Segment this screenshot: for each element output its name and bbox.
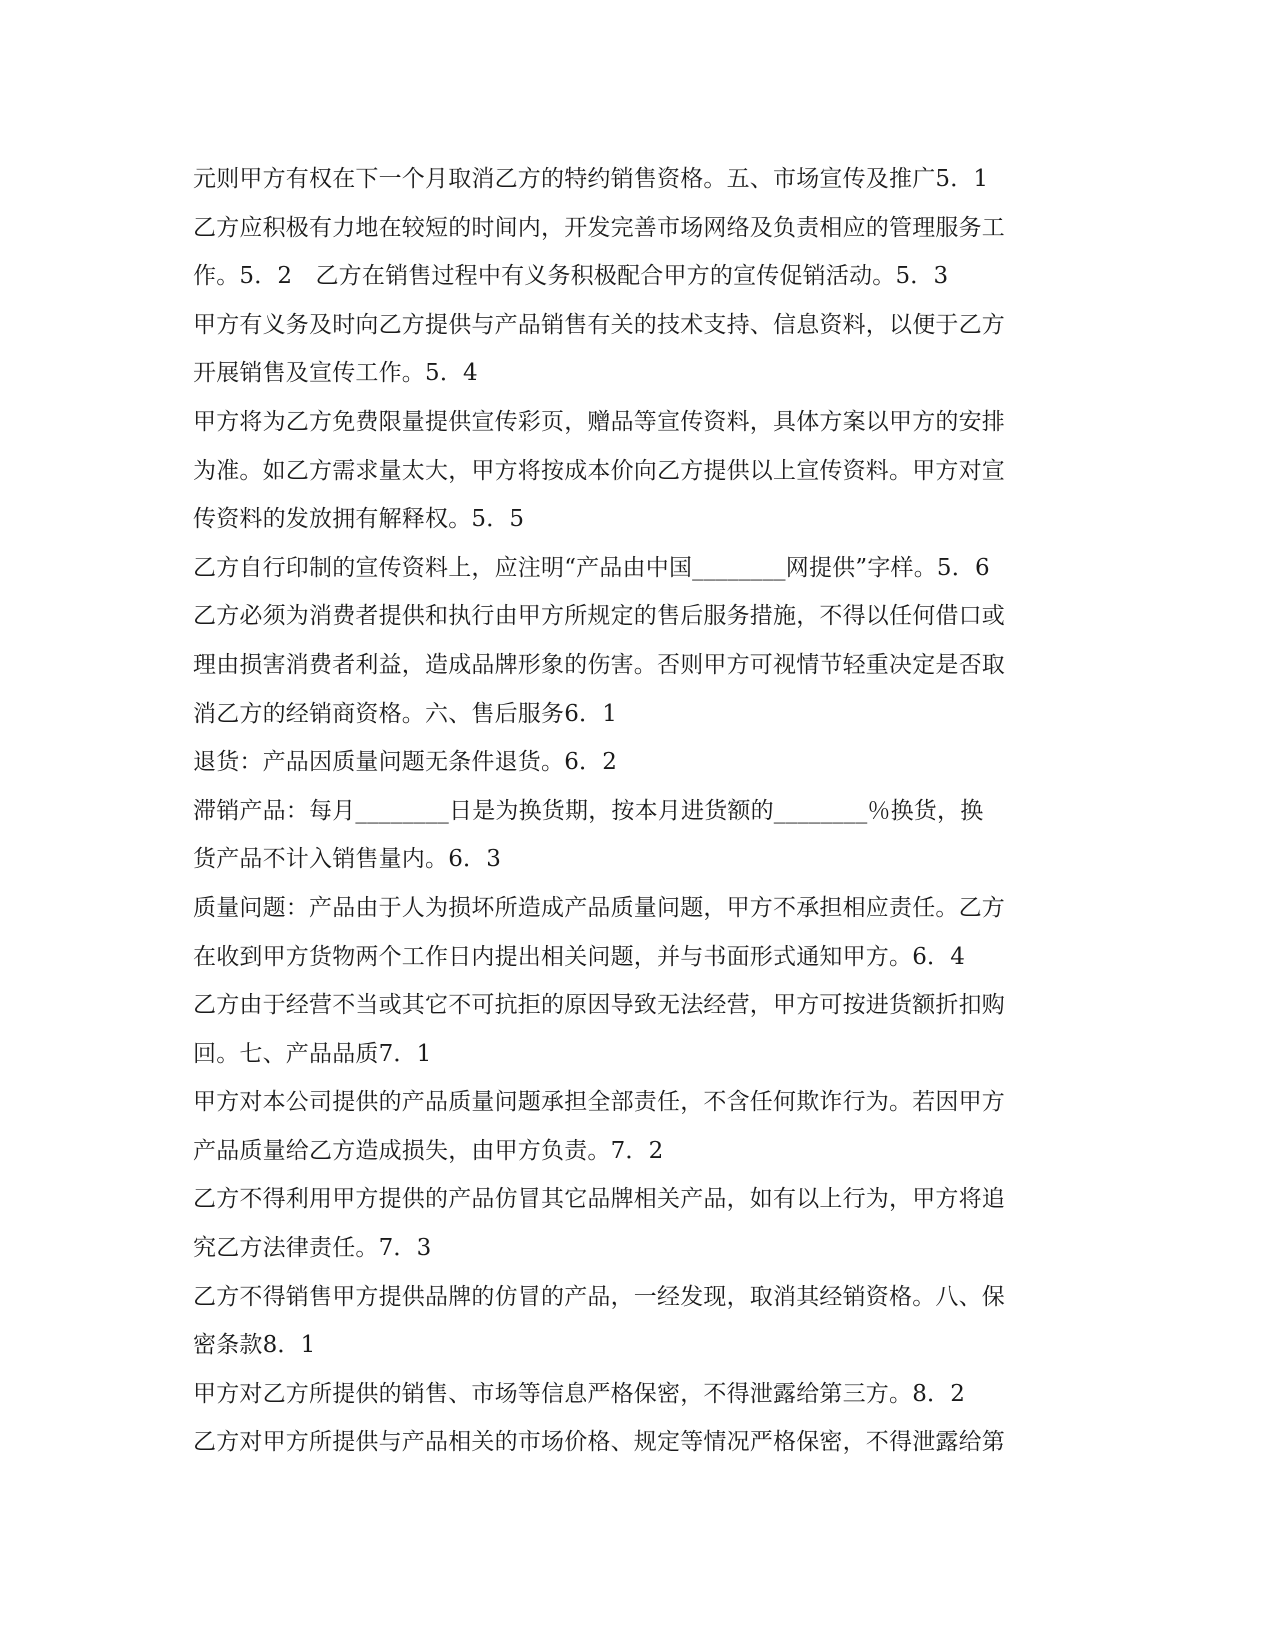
text-line: 元则甲方有权在下一个月取消乙方的特约销售资格。五、市场宣传及推广5．1: [193, 166, 989, 192]
text-line: 甲方有义务及时向乙方提供与产品销售有关的技术支持、信息资料，以便于乙方: [193, 311, 1005, 338]
text-line: 乙方必须为消费者提供和执行由甲方所规定的售后服务措施，不得以任何借口或: [193, 603, 1005, 630]
text-line: 回。七、产品品质7．1: [193, 1040, 432, 1067]
text-line: 究乙方法律责任。7．3: [193, 1235, 432, 1262]
text-line: 开展销售及宣传工作。5．4: [193, 360, 478, 387]
text-line: 退货：产品因质量问题无条件退货。6．2: [193, 749, 618, 776]
text-line: 货产品不计入销售量内。6．3: [193, 846, 502, 873]
text-line: 乙方不得利用甲方提供的产品仿冒其它品牌相关产品，如有以上行为，甲方将追: [193, 1186, 1005, 1213]
text-line: 甲方对乙方所提供的销售、市场等信息严格保密，不得泄露给第三方。8．2: [193, 1380, 966, 1407]
text-line: 密条款8．1: [193, 1332, 316, 1359]
text-line: 产品质量给乙方造成损失，由甲方负责。7．2: [193, 1137, 664, 1164]
text-line: 甲方对本公司提供的产品质量问题承担全部责任，不含任何欺诈行为。若因甲方: [193, 1089, 1005, 1116]
text-line: 传资料的发放拥有解释权。5．5: [193, 506, 525, 533]
text-line: 在收到甲方货物两个工作日内提出相关问题，并与书面形式通知甲方。6．4: [193, 943, 966, 970]
text-line: 乙方对甲方所提供与产品相关的市场价格、规定等情况严格保密，不得泄露给第: [193, 1429, 1005, 1456]
text-line: 作。5．2 乙方在销售过程中有义务积极配合甲方的宣传促销活动。5．3: [193, 263, 949, 290]
text-line: 甲方将为乙方免费限量提供宣传彩页，赠品等宣传资料，具体方案以甲方的安排: [193, 408, 1005, 435]
text-line: 乙方不得销售甲方提供品牌的仿冒的产品，一经发现，取消其经销资格。八、保: [193, 1283, 1005, 1310]
text-line: 消乙方的经销商资格。六、售后服务6．1: [193, 700, 618, 727]
text-line: 理由损害消费者利益，造成品牌形象的伤害。否则甲方可视情节轻重决定是否取: [193, 651, 1005, 678]
text-line: 乙方应积极有力地在较短的时间内，开发完善市场网络及负责相应的管理服务工: [193, 214, 1005, 241]
text-line: 质量问题：产品由于人为损坏所造成产品质量问题，甲方不承担相应责任。乙方: [193, 894, 1005, 921]
text-line: 滞销产品：每月________日是为换货期，按本月进货额的________％换货，换: [193, 797, 984, 824]
contract-body-text: [193, 155, 1073, 1467]
text-line: 乙方由于经营不当或其它不可抗拒的原因导致无法经营，甲方可按进货额折扣购: [193, 992, 1005, 1019]
text-line: 乙方自行印制的宣传资料上，应注明“产品由中国________网提供”字样。5．6: [193, 554, 990, 581]
text-line: 为准。如乙方需求量太大，甲方将按成本价向乙方提供以上宣传资料。甲方对宣: [193, 457, 1005, 484]
